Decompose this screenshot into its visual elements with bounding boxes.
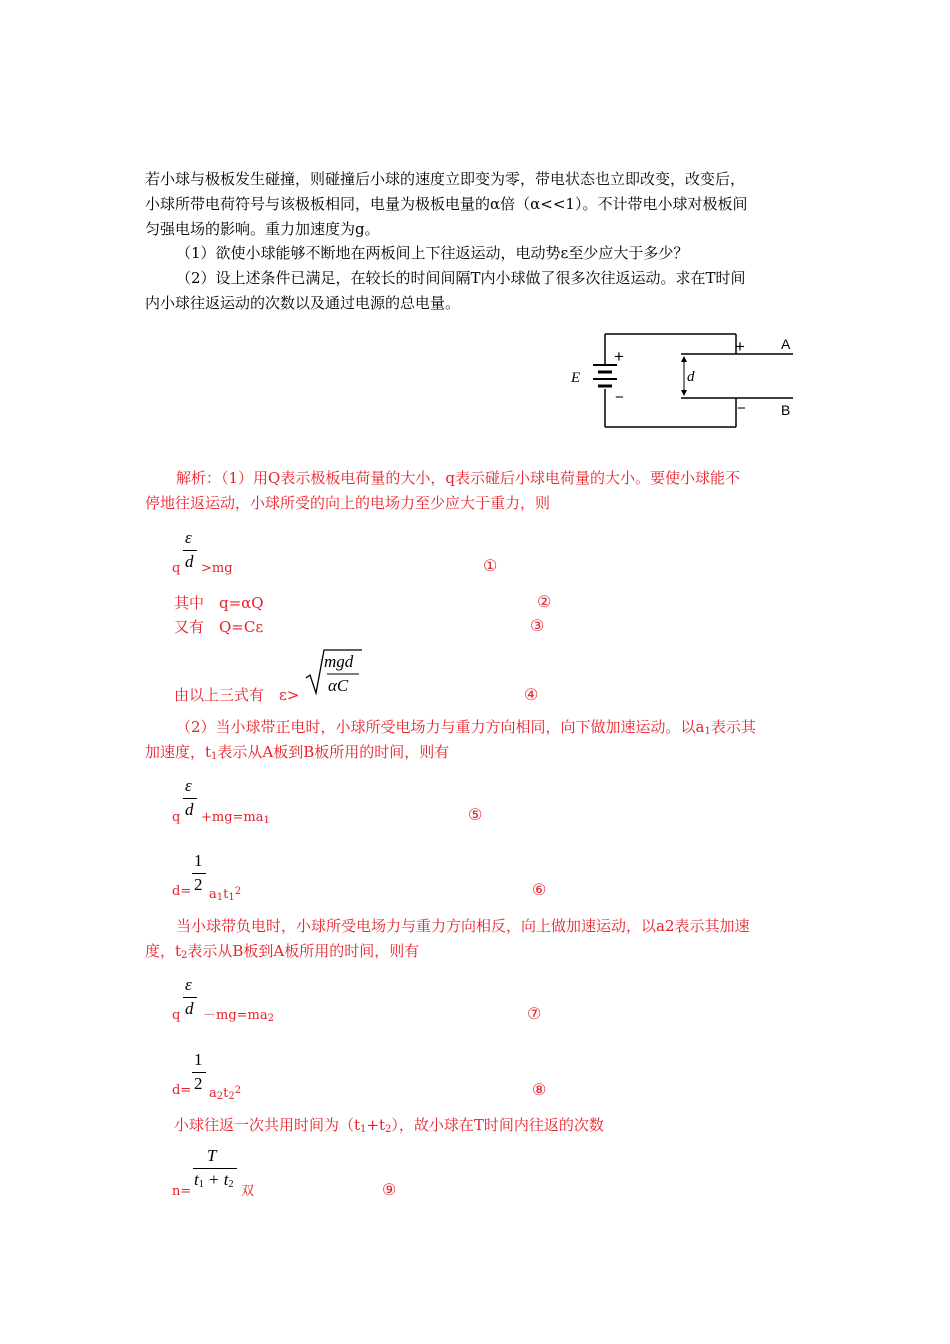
round-trip-text: 小球往返一次共用时间为$(t_1+t_2)$，故小球在T时间内往返的次数: [174, 1116, 604, 1135]
part2-line-2: 加速度，$t_1$表示从A板到B板所用的时间，则有: [145, 743, 450, 762]
eq7-post: $-mg=ma_2$: [203, 1008, 274, 1024]
problem-line-2: 小球所带电荷符号与该极板相同，电量为极板电量的α倍（α<<1）。不计带电小球对极板间: [145, 195, 748, 213]
eq9-mark: ⑨: [382, 1180, 397, 1199]
negative-line-2: 度，$t_2$表示从B板到A板所用的时间，则有: [145, 942, 420, 961]
battery-plus: +: [614, 347, 624, 366]
eq5-numerator: ε: [185, 776, 192, 795]
eq9-numerator: T: [207, 1146, 217, 1165]
eq6-pre: d=: [172, 884, 192, 899]
eq8-post: $a_2t_2^2$: [209, 1085, 242, 1102]
battery-label: E: [571, 370, 581, 386]
part2-line-1: （2）当小球带正电时，小球所受电场力与重力方向相同，向下做加速运动。以$a_1$表示其: [176, 718, 756, 737]
eq5-post: $+mg=ma_1$: [201, 810, 270, 826]
eq4-mark: ④: [524, 685, 539, 704]
eq2-mark: ②: [537, 592, 552, 611]
eq8-pre: d=: [172, 1083, 192, 1098]
eq4-pre: 由以上三式有 ε>: [174, 686, 300, 704]
eq8-denominator: 2: [194, 1074, 203, 1093]
eq5-denominator: d: [185, 800, 194, 819]
eq6-post: $a_1t_1^2$: [209, 886, 242, 903]
eq6-numerator: 1: [194, 851, 203, 870]
eq7-mark: ⑦: [527, 1004, 542, 1023]
solution-intro-1: 解析：（1）用Q表示极板电荷量的大小，q表示碰后小球电荷量的大小。要使小球能不: [176, 469, 740, 487]
eq9-pre: n=: [172, 1184, 192, 1199]
eq2-text: 其中 q=αQ: [174, 594, 264, 612]
problem-question-2: （2）设上述条件已满足，在较长的时间间隔T内小球做了很多次往返运动。求在T时间: [176, 269, 746, 287]
eq7-fraction-bar: [183, 997, 197, 998]
eq1-mark: ①: [483, 556, 498, 575]
eq6-fraction-bar: [192, 873, 206, 874]
plate-b-sign: −: [737, 400, 746, 417]
problem-line-6: 内小球往返运动的次数以及通过电源的总电量。: [145, 294, 461, 312]
eq8-fraction-bar: [192, 1072, 206, 1073]
plate-a-label: A: [781, 336, 791, 352]
eq9-denominator: $t_1 + t_2$: [194, 1170, 234, 1190]
eq8-mark: ⑧: [532, 1080, 547, 1099]
solution-intro-2: 停地往返运动，小球所受的向上的电场力至少应大于重力，则: [145, 494, 551, 512]
battery-minus: −: [615, 389, 624, 406]
eq9-fraction-bar: [193, 1168, 237, 1169]
eq3-mark: ③: [530, 616, 545, 635]
eq3-text: 又有 Q=Cε: [174, 618, 264, 636]
eq1-pre: q: [172, 561, 181, 576]
eq7-numerator: ε: [185, 975, 192, 994]
eq4-denominator: αC: [328, 676, 349, 695]
eq5-mark: ⑤: [468, 805, 483, 824]
eq7-denominator: d: [185, 999, 194, 1018]
plate-b-label: B: [781, 402, 791, 418]
gap-label: d: [687, 369, 695, 385]
eq1-numerator: ε: [185, 528, 192, 547]
negative-line-1: 当小球带负电时，小球所受电场力与重力方向相反，向上做加速运动，以a2表示其加速: [176, 917, 750, 935]
eq8-numerator: 1: [194, 1050, 203, 1069]
eq9-post: 双: [241, 1184, 255, 1199]
eq4-numerator: mgd: [324, 652, 354, 671]
problem-line-3: 匀强电场的影响。重力加速度为g。: [145, 220, 380, 238]
eq5-fraction-bar: [183, 798, 197, 799]
eq7-pre: q: [172, 1008, 181, 1023]
problem-question-1: （1）欲使小球能够不断地在两板间上下往返运动，电动势ε至少应大于多少？: [176, 244, 689, 262]
circuit-diagram: [563, 325, 808, 435]
eq1-post: >mg: [201, 561, 233, 576]
eq6-mark: ⑥: [532, 880, 547, 899]
eq1-fraction-bar: [183, 550, 197, 551]
eq6-denominator: 2: [194, 875, 203, 894]
eq1-denominator: d: [185, 552, 194, 571]
problem-line-1: 若小球与极板发生碰撞，则碰撞后小球的速度立即变为零，带电状态也立即改变，改变后，: [145, 170, 746, 188]
plate-a-sign: +: [735, 337, 745, 356]
eq5-pre: q: [172, 810, 181, 825]
